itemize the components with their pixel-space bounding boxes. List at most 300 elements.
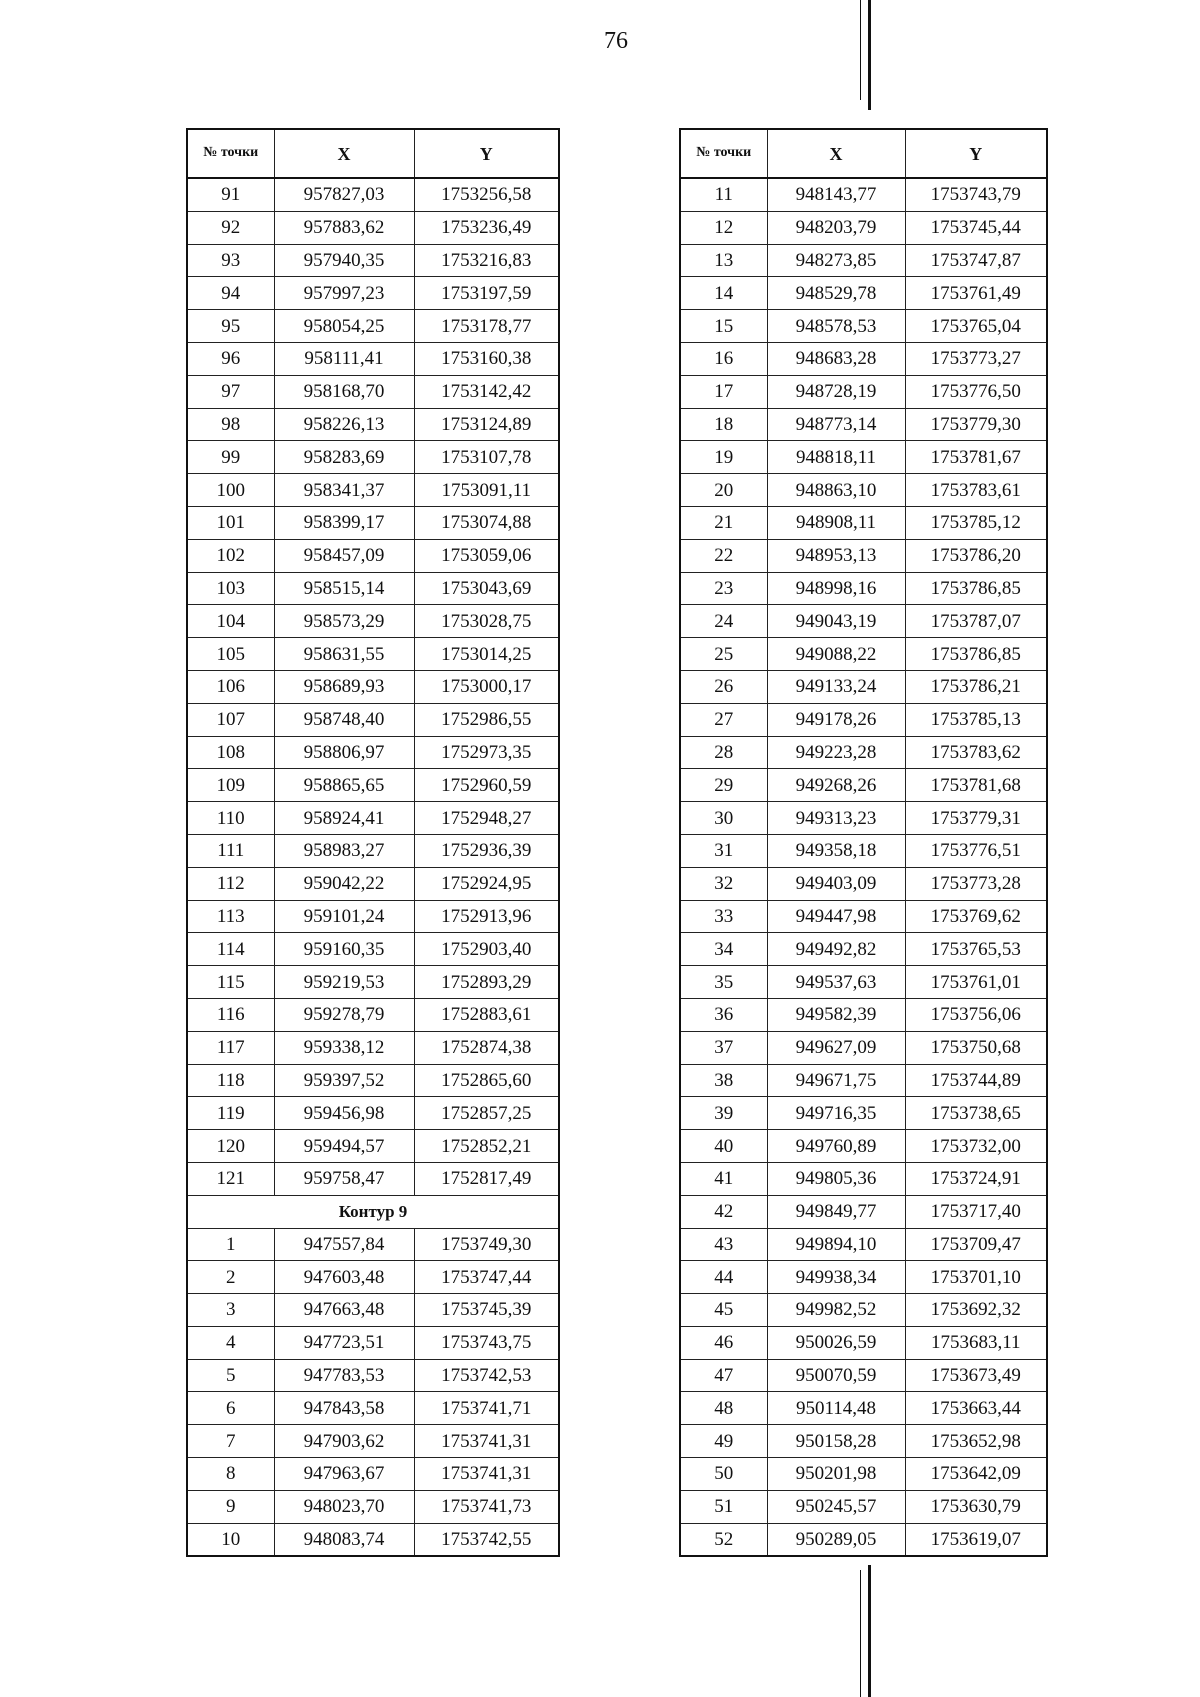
y-coordinate-cell: 1753765,04	[905, 310, 1047, 343]
y-coordinate-cell: 1753779,31	[905, 802, 1047, 835]
y-coordinate-cell: 1753107,78	[414, 441, 559, 474]
y-coordinate-cell: 1753642,09	[905, 1458, 1047, 1491]
x-coordinate-cell: 958515,14	[274, 572, 414, 605]
y-coordinate-cell: 1753091,11	[414, 474, 559, 507]
point-number-cell: 96	[187, 342, 274, 375]
point-number-cell: 15	[680, 310, 767, 343]
x-coordinate-cell: 947903,62	[274, 1425, 414, 1458]
table-row	[680, 1162, 1047, 1195]
y-coordinate-cell: 1753652,98	[905, 1425, 1047, 1458]
x-coordinate-cell: 957883,62	[274, 211, 414, 244]
table-row	[187, 178, 559, 211]
table-row	[680, 605, 1047, 638]
y-coordinate-cell: 1753741,31	[414, 1425, 559, 1458]
table-row	[187, 1261, 559, 1294]
point-number-cell: 121	[187, 1162, 274, 1195]
x-coordinate-cell: 950289,05	[767, 1523, 905, 1556]
table-row	[680, 834, 1047, 867]
table-row	[187, 310, 559, 343]
table-row	[187, 638, 559, 671]
table-row	[680, 769, 1047, 802]
y-coordinate-cell: 1753787,07	[905, 605, 1047, 638]
point-number-cell: 2	[187, 1261, 274, 1294]
x-coordinate-cell: 958748,40	[274, 703, 414, 736]
table-row	[680, 1031, 1047, 1064]
point-number-cell: 119	[187, 1097, 274, 1130]
y-coordinate-cell: 1752865,60	[414, 1064, 559, 1097]
table-row	[187, 1097, 559, 1130]
y-coordinate-cell: 1753745,39	[414, 1294, 559, 1327]
x-coordinate-cell: 958283,69	[274, 441, 414, 474]
table-row	[187, 900, 559, 933]
x-coordinate-cell: 949894,10	[767, 1228, 905, 1261]
point-number-cell: 46	[680, 1326, 767, 1359]
y-coordinate-cell: 1752874,38	[414, 1031, 559, 1064]
binding-line-top-inner	[860, 0, 861, 100]
y-coordinate-cell: 1752893,29	[414, 966, 559, 999]
table-row	[680, 211, 1047, 244]
y-coordinate-cell: 1753142,42	[414, 375, 559, 408]
y-coordinate-cell: 1753781,68	[905, 769, 1047, 802]
point-number-cell: 14	[680, 277, 767, 310]
table-row	[187, 539, 559, 572]
table-row	[680, 867, 1047, 900]
x-coordinate-cell: 950158,28	[767, 1425, 905, 1458]
y-coordinate-cell: 1752973,35	[414, 736, 559, 769]
y-coordinate-cell: 1753744,89	[905, 1064, 1047, 1097]
point-number-cell: 3	[187, 1294, 274, 1327]
point-number-cell: 44	[680, 1261, 767, 1294]
point-number-cell: 33	[680, 900, 767, 933]
x-coordinate-cell: 950245,57	[767, 1490, 905, 1523]
table-row	[187, 572, 559, 605]
x-coordinate-cell: 950114,48	[767, 1392, 905, 1425]
table-row	[187, 1490, 559, 1523]
section-label: Контур 9	[187, 1195, 559, 1228]
table-row	[680, 1294, 1047, 1327]
y-coordinate-cell: 1753786,85	[905, 638, 1047, 671]
y-coordinate-cell: 1753742,55	[414, 1523, 559, 1556]
table-row	[680, 933, 1047, 966]
table-row	[680, 1523, 1047, 1556]
table-row	[187, 1294, 559, 1327]
table-row	[680, 670, 1047, 703]
y-coordinate-cell: 1753741,73	[414, 1490, 559, 1523]
x-coordinate-cell: 947557,84	[274, 1228, 414, 1261]
point-number-cell: 35	[680, 966, 767, 999]
x-coordinate-cell: 949403,09	[767, 867, 905, 900]
x-coordinate-cell: 950026,59	[767, 1326, 905, 1359]
x-coordinate-cell: 949133,24	[767, 670, 905, 703]
x-coordinate-cell: 948273,85	[767, 244, 905, 277]
table-row	[187, 802, 559, 835]
x-coordinate-cell: 949716,35	[767, 1097, 905, 1130]
y-coordinate-cell: 1753743,75	[414, 1326, 559, 1359]
y-coordinate-cell: 1753742,53	[414, 1359, 559, 1392]
y-coordinate-cell: 1753785,13	[905, 703, 1047, 736]
table-row	[187, 1392, 559, 1425]
page-number: 76	[604, 28, 628, 54]
table-row	[680, 408, 1047, 441]
y-coordinate-cell: 1753786,20	[905, 539, 1047, 572]
table-row	[680, 1130, 1047, 1163]
point-number-cell: 28	[680, 736, 767, 769]
table-row	[680, 638, 1047, 671]
x-coordinate-cell: 948578,53	[767, 310, 905, 343]
x-coordinate-cell: 947843,58	[274, 1392, 414, 1425]
y-header: Y	[414, 129, 559, 178]
y-coordinate-cell: 1753197,59	[414, 277, 559, 310]
x-coordinate-cell: 958054,25	[274, 310, 414, 343]
point-number-cell: 36	[680, 998, 767, 1031]
x-coordinate-cell: 958226,13	[274, 408, 414, 441]
table-row	[680, 342, 1047, 375]
x-coordinate-cell: 948023,70	[274, 1490, 414, 1523]
x-coordinate-cell: 959338,12	[274, 1031, 414, 1064]
table-row	[680, 441, 1047, 474]
x-coordinate-cell: 950201,98	[767, 1458, 905, 1491]
coordinates-table-left	[186, 128, 560, 1557]
y-coordinate-cell: 1752817,49	[414, 1162, 559, 1195]
point-number-cell: 91	[187, 178, 274, 211]
point-number-cell: 19	[680, 441, 767, 474]
point-number-cell: 109	[187, 769, 274, 802]
table-row	[187, 736, 559, 769]
x-coordinate-cell: 948529,78	[767, 277, 905, 310]
x-coordinate-cell: 958573,29	[274, 605, 414, 638]
point-number-cell: 16	[680, 342, 767, 375]
y-coordinate-cell: 1752948,27	[414, 802, 559, 835]
y-coordinate-cell: 1753216,83	[414, 244, 559, 277]
y-coordinate-cell: 1753692,32	[905, 1294, 1047, 1327]
table-row	[680, 506, 1047, 539]
table-row	[187, 966, 559, 999]
point-number-cell: 39	[680, 1097, 767, 1130]
point-number-cell: 29	[680, 769, 767, 802]
x-coordinate-cell: 949582,39	[767, 998, 905, 1031]
table-row	[187, 342, 559, 375]
y-coordinate-cell: 1753747,44	[414, 1261, 559, 1294]
point-number-cell: 111	[187, 834, 274, 867]
x-coordinate-cell: 948683,28	[767, 342, 905, 375]
x-coordinate-cell: 949043,19	[767, 605, 905, 638]
table-row	[680, 966, 1047, 999]
binding-line-bottom	[868, 1565, 871, 1697]
y-coordinate-cell: 1752903,40	[414, 933, 559, 966]
x-coordinate-cell: 958865,65	[274, 769, 414, 802]
table-row	[680, 1064, 1047, 1097]
y-coordinate-cell: 1753783,61	[905, 474, 1047, 507]
y-coordinate-cell: 1753741,31	[414, 1458, 559, 1491]
table-row	[187, 244, 559, 277]
y-coordinate-cell: 1753765,53	[905, 933, 1047, 966]
x-coordinate-cell: 947783,53	[274, 1359, 414, 1392]
table-row	[680, 244, 1047, 277]
x-coordinate-cell: 949627,09	[767, 1031, 905, 1064]
point-number-cell: 9	[187, 1490, 274, 1523]
x-coordinate-cell: 957997,23	[274, 277, 414, 310]
x-coordinate-cell: 959494,57	[274, 1130, 414, 1163]
point-number-cell: 115	[187, 966, 274, 999]
x-coordinate-cell: 948203,79	[767, 211, 905, 244]
y-coordinate-cell: 1753785,12	[905, 506, 1047, 539]
point-number-cell: 50	[680, 1458, 767, 1491]
point-number-cell: 42	[680, 1195, 767, 1228]
y-coordinate-cell: 1753724,91	[905, 1162, 1047, 1195]
y-coordinate-cell: 1752924,95	[414, 867, 559, 900]
point-number-cell: 6	[187, 1392, 274, 1425]
table-row	[680, 1097, 1047, 1130]
y-coordinate-cell: 1752913,96	[414, 900, 559, 933]
table-row	[187, 1523, 559, 1556]
x-coordinate-cell: 949268,26	[767, 769, 905, 802]
point-number-cell: 17	[680, 375, 767, 408]
x-coordinate-cell: 949358,18	[767, 834, 905, 867]
table-row	[680, 178, 1047, 211]
point-number-cell: 113	[187, 900, 274, 933]
y-coordinate-cell: 1752936,39	[414, 834, 559, 867]
x-coordinate-cell: 949760,89	[767, 1130, 905, 1163]
y-coordinate-cell: 1753028,75	[414, 605, 559, 638]
y-coordinate-cell: 1753256,58	[414, 178, 559, 211]
x-coordinate-cell: 949223,28	[767, 736, 905, 769]
point-number-cell: 120	[187, 1130, 274, 1163]
x-coordinate-cell: 949088,22	[767, 638, 905, 671]
point-number-cell: 26	[680, 670, 767, 703]
x-coordinate-cell: 948863,10	[767, 474, 905, 507]
table-row	[680, 277, 1047, 310]
point-number-cell: 52	[680, 1523, 767, 1556]
x-coordinate-cell: 947603,48	[274, 1261, 414, 1294]
x-coordinate-cell: 948818,11	[767, 441, 905, 474]
x-coordinate-cell: 957940,35	[274, 244, 414, 277]
table-row	[187, 1425, 559, 1458]
table-row	[680, 310, 1047, 343]
point-number-cell: 104	[187, 605, 274, 638]
y-coordinate-cell: 1752852,21	[414, 1130, 559, 1163]
coordinates-table-right-body	[680, 178, 1047, 1556]
x-coordinate-cell: 948998,16	[767, 572, 905, 605]
x-coordinate-cell: 958924,41	[274, 802, 414, 835]
point-number-cell: 107	[187, 703, 274, 736]
point-number-cell: 11	[680, 178, 767, 211]
binding-line-bottom-inner	[860, 1570, 861, 1697]
x-coordinate-cell: 958457,09	[274, 539, 414, 572]
table-header-row	[187, 129, 559, 178]
x-coordinate-cell: 958341,37	[274, 474, 414, 507]
y-coordinate-cell: 1753619,07	[905, 1523, 1047, 1556]
point-number-cell: 103	[187, 572, 274, 605]
table-row	[680, 1425, 1047, 1458]
x-coordinate-cell: 959219,53	[274, 966, 414, 999]
x-coordinate-cell: 948143,77	[767, 178, 905, 211]
y-coordinate-cell: 1753709,47	[905, 1228, 1047, 1261]
y-coordinate-cell: 1753786,21	[905, 670, 1047, 703]
x-coordinate-cell: 959456,98	[274, 1097, 414, 1130]
point-number-cell: 22	[680, 539, 767, 572]
table-row	[187, 1359, 559, 1392]
point-number-cell: 21	[680, 506, 767, 539]
point-number-cell: 4	[187, 1326, 274, 1359]
point-number-cell: 37	[680, 1031, 767, 1064]
table-row	[187, 441, 559, 474]
x-header: X	[767, 129, 905, 178]
table-row	[187, 703, 559, 736]
y-coordinate-cell: 1753236,49	[414, 211, 559, 244]
x-coordinate-cell: 949313,23	[767, 802, 905, 835]
y-coordinate-cell: 1753663,44	[905, 1392, 1047, 1425]
table-row	[187, 998, 559, 1031]
point-number-cell: 92	[187, 211, 274, 244]
point-number-cell: 94	[187, 277, 274, 310]
point-number-cell: 99	[187, 441, 274, 474]
x-coordinate-cell: 948728,19	[767, 375, 905, 408]
table-row	[680, 1195, 1047, 1228]
table-row	[680, 900, 1047, 933]
point-number-cell: 100	[187, 474, 274, 507]
point-number-header: № точки	[680, 129, 767, 178]
table-row	[680, 802, 1047, 835]
y-coordinate-cell: 1753738,65	[905, 1097, 1047, 1130]
point-number-cell: 51	[680, 1490, 767, 1523]
point-number-cell: 116	[187, 998, 274, 1031]
point-number-cell: 30	[680, 802, 767, 835]
table-row	[680, 474, 1047, 507]
point-number-cell: 40	[680, 1130, 767, 1163]
table-header-row	[680, 129, 1047, 178]
x-coordinate-cell: 958399,17	[274, 506, 414, 539]
table-row	[187, 1458, 559, 1491]
y-coordinate-cell: 1753783,62	[905, 736, 1047, 769]
coordinates-table-left-body	[187, 178, 559, 1556]
x-coordinate-cell: 959101,24	[274, 900, 414, 933]
x-coordinate-cell: 959278,79	[274, 998, 414, 1031]
point-number-cell: 31	[680, 834, 767, 867]
table-row	[187, 769, 559, 802]
point-number-cell: 106	[187, 670, 274, 703]
table-row	[187, 1031, 559, 1064]
point-number-cell: 108	[187, 736, 274, 769]
table-row	[680, 1261, 1047, 1294]
y-coordinate-cell: 1753750,68	[905, 1031, 1047, 1064]
point-number-cell: 95	[187, 310, 274, 343]
x-coordinate-cell: 948953,13	[767, 539, 905, 572]
point-number-cell: 34	[680, 933, 767, 966]
table-row	[187, 1130, 559, 1163]
point-number-cell: 105	[187, 638, 274, 671]
y-coordinate-cell: 1753059,06	[414, 539, 559, 572]
x-coordinate-cell: 948083,74	[274, 1523, 414, 1556]
x-coordinate-cell: 959160,35	[274, 933, 414, 966]
table-row	[680, 375, 1047, 408]
table-row	[680, 539, 1047, 572]
table-row	[680, 998, 1047, 1031]
x-coordinate-cell: 958631,55	[274, 638, 414, 671]
table-row	[680, 736, 1047, 769]
table-row	[187, 1064, 559, 1097]
point-number-cell: 8	[187, 1458, 274, 1491]
y-coordinate-cell: 1753749,30	[414, 1228, 559, 1261]
table-row	[187, 211, 559, 244]
y-coordinate-cell: 1753630,79	[905, 1490, 1047, 1523]
y-coordinate-cell: 1753043,69	[414, 572, 559, 605]
table-row	[187, 605, 559, 638]
y-coordinate-cell: 1753743,79	[905, 178, 1047, 211]
y-coordinate-cell: 1753761,49	[905, 277, 1047, 310]
x-coordinate-cell: 958111,41	[274, 342, 414, 375]
x-coordinate-cell: 947663,48	[274, 1294, 414, 1327]
table-row	[187, 1228, 559, 1261]
y-coordinate-cell: 1753741,71	[414, 1392, 559, 1425]
y-coordinate-cell: 1752960,59	[414, 769, 559, 802]
point-number-cell: 13	[680, 244, 767, 277]
y-coordinate-cell: 1753747,87	[905, 244, 1047, 277]
y-coordinate-cell: 1753000,17	[414, 670, 559, 703]
binding-line-top	[868, 0, 871, 110]
y-coordinate-cell: 1752986,55	[414, 703, 559, 736]
point-number-cell: 41	[680, 1162, 767, 1195]
point-number-cell: 25	[680, 638, 767, 671]
point-number-cell: 48	[680, 1392, 767, 1425]
point-number-cell: 102	[187, 539, 274, 572]
y-coordinate-cell: 1753786,85	[905, 572, 1047, 605]
y-coordinate-cell: 1753124,89	[414, 408, 559, 441]
x-coordinate-cell: 958689,93	[274, 670, 414, 703]
y-coordinate-cell: 1753781,67	[905, 441, 1047, 474]
table-row	[187, 1326, 559, 1359]
x-coordinate-cell: 949537,63	[767, 966, 905, 999]
y-coordinate-cell: 1753074,88	[414, 506, 559, 539]
point-number-cell: 118	[187, 1064, 274, 1097]
y-coordinate-cell: 1753683,11	[905, 1326, 1047, 1359]
table-row	[680, 572, 1047, 605]
point-number-cell: 32	[680, 867, 767, 900]
point-number-cell: 1	[187, 1228, 274, 1261]
y-coordinate-cell: 1753745,44	[905, 211, 1047, 244]
y-coordinate-cell: 1752883,61	[414, 998, 559, 1031]
table-row	[680, 1228, 1047, 1261]
y-coordinate-cell: 1753776,51	[905, 834, 1047, 867]
x-coordinate-cell: 947723,51	[274, 1326, 414, 1359]
y-coordinate-cell: 1753769,62	[905, 900, 1047, 933]
y-coordinate-cell: 1753160,38	[414, 342, 559, 375]
point-number-cell: 110	[187, 802, 274, 835]
point-number-cell: 114	[187, 933, 274, 966]
x-coordinate-cell: 959397,52	[274, 1064, 414, 1097]
y-coordinate-cell: 1753773,28	[905, 867, 1047, 900]
point-number-cell: 23	[680, 572, 767, 605]
table-row	[680, 1458, 1047, 1491]
point-number-cell: 117	[187, 1031, 274, 1064]
point-number-cell: 45	[680, 1294, 767, 1327]
x-coordinate-cell: 949849,77	[767, 1195, 905, 1228]
point-number-cell: 47	[680, 1359, 767, 1392]
table-row	[680, 1326, 1047, 1359]
table-row	[680, 703, 1047, 736]
y-coordinate-cell: 1753014,25	[414, 638, 559, 671]
x-coordinate-cell: 949492,82	[767, 933, 905, 966]
x-coordinate-cell: 949805,36	[767, 1162, 905, 1195]
point-number-cell: 27	[680, 703, 767, 736]
y-coordinate-cell: 1753178,77	[414, 310, 559, 343]
point-number-header: № точки	[187, 129, 274, 178]
x-coordinate-cell: 949178,26	[767, 703, 905, 736]
table-row	[187, 933, 559, 966]
x-coordinate-cell: 948908,11	[767, 506, 905, 539]
table-row	[680, 1490, 1047, 1523]
table-row	[187, 408, 559, 441]
y-coordinate-cell: 1753717,40	[905, 1195, 1047, 1228]
